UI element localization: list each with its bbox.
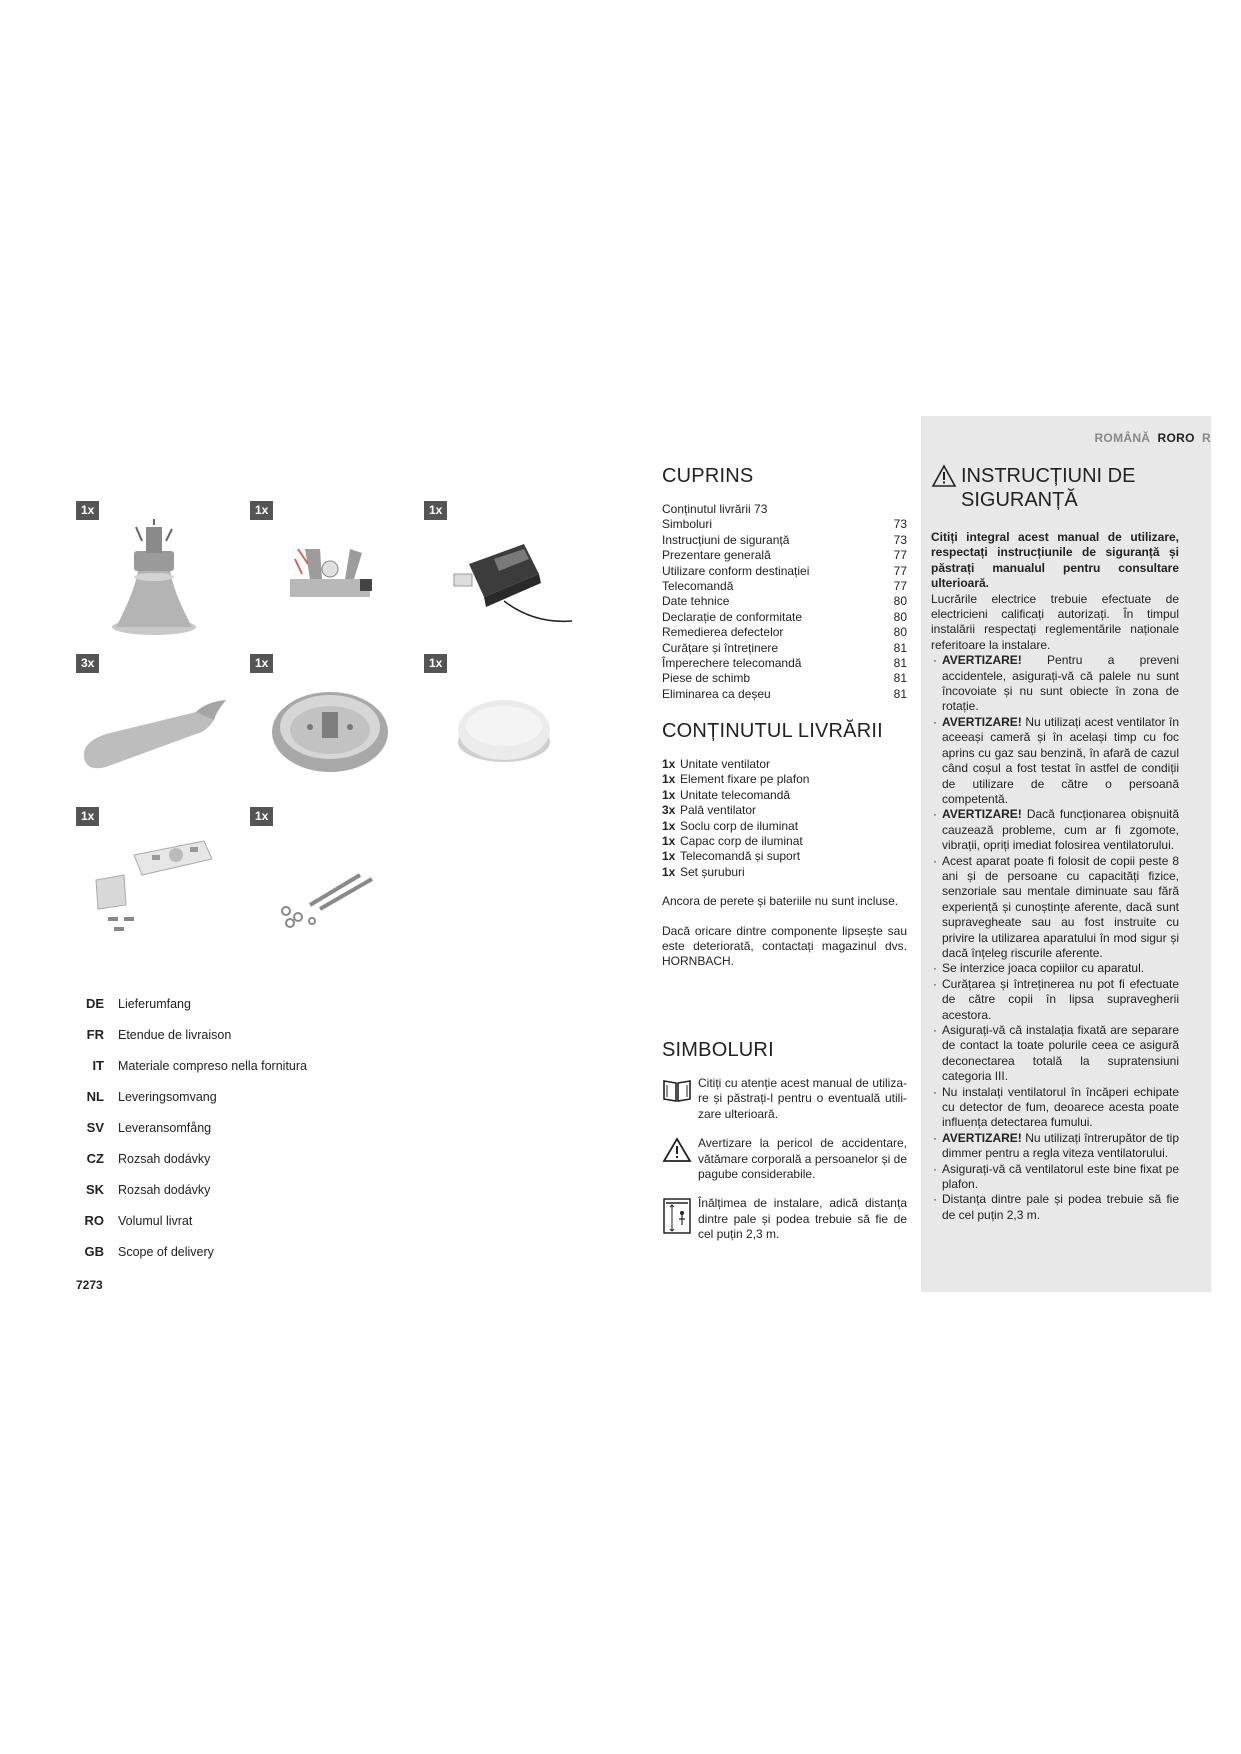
- light-base-image: [250, 672, 405, 792]
- part-ceiling-bracket: [250, 501, 405, 636]
- receiver-image: [424, 519, 579, 639]
- toc-title: CUPRINS: [662, 465, 754, 487]
- qty-badge: 1x: [76, 807, 99, 826]
- screw-set-image: [250, 825, 405, 945]
- language-row: GB Scope of delivery: [84, 1244, 214, 1259]
- safety-bullet: · Nu instalați ventilatorul în încăperi echipate cu detector de fum, deoarece acesta poate influența detectarea fumului.: [931, 1085, 1179, 1131]
- symbol-item: Înălțimea de instalare, adică distanța dintre pale și podea trebuie să fie de cel puțin 2,3 m.: [662, 1196, 907, 1242]
- safety-bullet: · Acest aparat poate fi folosit de copii peste 8 ani și de persoane cu capacități fizice, senzoriale sau mentale diminuate sau fără experiență și cunoștințe aferente, dacă sunt supravegheate sau au fost instruite cu privire la utilizarea aparatului în mod sigur și dacă înțeleg riscurile aferente.: [931, 854, 1179, 962]
- toc-entry[interactable]: Simboluri 73: [662, 517, 907, 532]
- safety-electrical: Lucrările electrice trebuie efectuate de electricieni calificați autorizați. În timpul instalării respectați reglementările naționale referitoare la instalare.: [931, 591, 1179, 652]
- warning-triangle-icon: [662, 1137, 692, 1163]
- language-row: DE Lieferumfang: [85, 996, 191, 1011]
- part-fan-motor: [76, 501, 231, 636]
- part-fan-blades: [76, 654, 246, 789]
- toc-entry[interactable]: Date tehnice 80: [662, 594, 907, 609]
- safety-bullet: · AVERTIZARE! Pentru a preveni accidentele, asigurați-vă că palele nu sunt încovoiate și nu sunt obiecte în zona de rotație.: [931, 653, 1179, 715]
- toc-entry[interactable]: Eliminarea ca deșeu 81: [662, 686, 907, 701]
- warning-triangle-icon: [931, 464, 957, 488]
- table-of-contents: [662, 502, 907, 702]
- fan-motor-image: [76, 519, 231, 639]
- part-light-base: [250, 654, 405, 789]
- delivery-item: 1x Unitate ventilator: [662, 757, 771, 771]
- part-receiver: [424, 501, 579, 636]
- toc-entry[interactable]: Curățare și întreținere 81: [662, 640, 907, 655]
- delivery-note: Ancora de perete și bateriile nu sunt incluse.: [662, 894, 899, 909]
- language-header: ROMÂNĂ RORO R: [1094, 431, 1211, 445]
- safety-panel: [921, 416, 1211, 1292]
- safety-bullet: · Asigurați-vă că ventilatorul este bine fixat pe plafon.: [931, 1162, 1179, 1193]
- qty-badge: 3x: [76, 654, 99, 673]
- part-screw-set: [250, 807, 405, 942]
- qty-badge: 1x: [424, 501, 447, 520]
- language-row: RO Volumul livrat: [84, 1213, 193, 1228]
- safety-bullet: · AVERTIZARE! Dacă funcționarea obișnuită cauzează probleme, cum ar fi zgomote, vibrații, opriți imediat folosirea ventilatorului.: [931, 807, 1179, 853]
- safety-intro: Citiți integral acest manual de utilizare, respectați instrucțiunile de siguranță și păstrați manualul pentru consultare ulterioară.: [931, 530, 1179, 591]
- toc-entry[interactable]: Piese de schimb 81: [662, 671, 907, 686]
- safety-body: [931, 464, 1179, 1223]
- part-remote: [76, 807, 231, 942]
- qty-badge: 1x: [250, 654, 273, 673]
- safety-bullet: · Asigurați-vă că instalația fixată are separare de contact la toate polurile ceea ce asigură deconectarea totală la supratensiuni categoria III.: [931, 1023, 1179, 1085]
- delivery-item: 3x Palā ventilator: [662, 803, 757, 818]
- manual-book-icon: [662, 1077, 692, 1103]
- delivery-item: 1x Capac corp de iluminat: [662, 834, 803, 849]
- toc-entry[interactable]: Declarație de conformitate 80: [662, 609, 907, 624]
- delivery-item: 1x Element fixare pe plafon: [662, 772, 810, 787]
- safety-bullet: · Curățarea și întreținerea nu pot fi efectuate de către copii în lipsa supravegherii acestora.: [931, 977, 1179, 1023]
- language-row: SV Leveransomfång: [86, 1120, 212, 1135]
- toc-entry[interactable]: Remedierea defectelor 80: [662, 625, 907, 640]
- toc-entry[interactable]: Împerechere telecomandă 81: [662, 655, 907, 670]
- safety-bullet: · Se interzice joaca copiilor cu aparatul.: [931, 961, 1179, 976]
- safety-bullet: · AVERTIZARE! Nu utilizați acest ventilator în aceeași cameră și în același timp cu foc aprins cu gaz sau benzină, în afară de cazul când coșul a fost testat în astfel de condiții de utilizare de către o persoană competentă.: [931, 715, 1179, 807]
- middle-column: [662, 464, 907, 1242]
- language-row: CZ Rozsah dodávky: [86, 1151, 211, 1166]
- manual-spread: [66, 431, 1211, 1292]
- height-icon: [662, 1197, 692, 1235]
- delivery-title: CONȚINUTUL LIVRĂRII: [662, 720, 883, 742]
- qty-badge: 1x: [76, 501, 99, 520]
- toc-entry[interactable]: Telecomandă 77: [662, 578, 907, 593]
- fan-blade-image: [76, 672, 246, 792]
- qty-badge: 1x: [250, 501, 273, 520]
- symbols-title: SIMBOLURI: [662, 1039, 774, 1061]
- delivery-section: [662, 719, 907, 970]
- delivery-item: 1x Soclu corp de iluminat: [662, 818, 799, 833]
- language-list: [76, 996, 376, 1275]
- language-row: IT Materiale compreso nella fornitura: [92, 1058, 307, 1073]
- remote-image: [76, 825, 231, 945]
- light-cover-image: [424, 672, 579, 792]
- language-row: SK Rozsah dodávky: [85, 1182, 211, 1197]
- safety-title: INSTRUCȚIUNI DE SIGURANȚĂ: [931, 464, 1179, 512]
- ceiling-bracket-image: [250, 519, 405, 639]
- delivery-item: 1x Set șuruburi: [662, 864, 745, 879]
- toc-entry[interactable]: Instrucțiuni de siguranță 73: [662, 532, 907, 547]
- delivery-item: 1x Unitate telecomandă: [662, 787, 791, 802]
- delivery-item: 1x Telecomandă și suport: [662, 849, 801, 864]
- delivery-list: [662, 757, 907, 880]
- symbol-item: Avertizare la pericol de accidentare, vătămare corporală a persoanelor și de pagube considerabile.: [662, 1136, 907, 1182]
- delivery-contact-note: Dacă oricare dintre componente lipsește sau este deteriorată, contactați magazinul dvs. HORNBACH.: [662, 923, 907, 969]
- qty-badge: 1x: [424, 654, 447, 673]
- page-number: 7273: [76, 1278, 103, 1292]
- toc-entry[interactable]: Utilizare conform destinației 77: [662, 563, 907, 578]
- language-row: FR Etendue de livraison: [86, 1027, 232, 1042]
- qty-badge: 1x: [250, 807, 273, 826]
- toc-entry[interactable]: Prezentare generală 77: [662, 548, 907, 563]
- part-light-cover: [424, 654, 579, 789]
- safety-bullet: · AVERTIZARE! Nu utilizați întrerupător de tip dimmer pentru a regla viteza ventilatorului.: [931, 1131, 1179, 1162]
- symbol-item: Citiți cu atenție acest manual de utiliza-re și păstrați-l pentru o eventuală utili-zare ulterioară.: [662, 1076, 907, 1122]
- safety-bullet: · Distanța dintre pale și podea trebuie să fie de cel puțin 2,3 m.: [931, 1192, 1179, 1223]
- language-row: NL Leveringsomvang: [86, 1089, 217, 1104]
- toc-entry[interactable]: Conținutul livrării 73: [662, 502, 768, 516]
- symbols-section: [662, 1038, 907, 1243]
